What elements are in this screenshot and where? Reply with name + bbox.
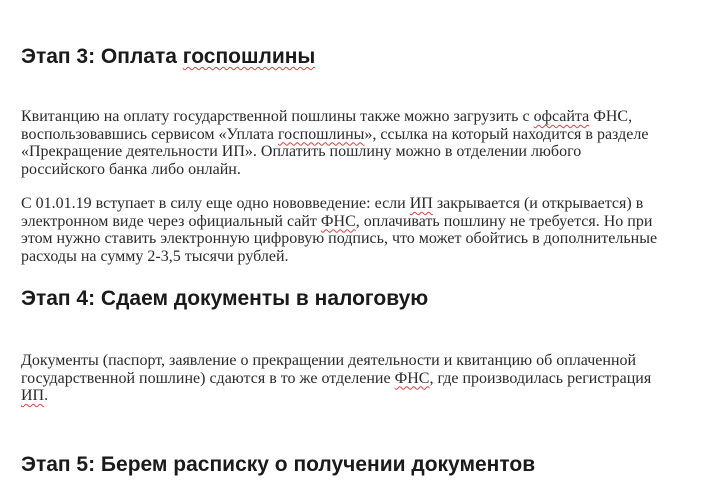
paragraph-line <box>21 161 648 179</box>
spellcheck-word: ИП <box>409 195 433 212</box>
spellcheck-word: госпошлины <box>277 125 365 143</box>
paragraph-line <box>21 108 648 126</box>
text-run: воспользовавшись сервисом «Уплата <box>21 125 278 143</box>
text-run: », ссылка на который находится в разделе <box>364 125 649 143</box>
section-4-heading: Этап 4: Сдаем документы в налоговую <box>21 287 429 310</box>
text-run: расходы на сумму 2-3,5 тысячи рублей. <box>21 247 289 265</box>
paragraph-line <box>21 370 651 388</box>
spellcheck-word: ФНС <box>394 369 430 387</box>
text-run: . <box>44 387 49 404</box>
section-3-heading-word: госпошлины <box>182 45 316 68</box>
text-run: Квитанцию на оплату государственной пошлины также можно загрузить с <box>21 108 534 125</box>
section-4-paragraph-1 <box>21 352 651 405</box>
paragraph-line <box>21 352 651 370</box>
paragraph-line <box>21 248 657 266</box>
paragraph-line <box>21 213 657 231</box>
text-run: государственной пошлине) сдаются в то же отделение <box>21 369 395 387</box>
text-run: , оплачивать пошлину не требуется. Но при <box>355 212 653 230</box>
paragraph-line <box>21 195 657 213</box>
paragraph-line <box>21 126 648 144</box>
section-3-paragraph-1 <box>21 108 648 178</box>
text-run: закрывается (и открывается) в <box>432 195 644 212</box>
paragraph-line <box>21 143 648 161</box>
text-run: этом нужно ставить электронную цифровую подпись, что может обойтись в дополнительные <box>21 230 658 247</box>
text-run: «Прекращение деятельности ИП». Оплатить пошлину можно в отделении любого <box>21 143 582 160</box>
text-run: С 01.01.19 вступает в силу еще одно нововведение: если <box>21 195 410 212</box>
paragraph-line <box>21 230 657 248</box>
text-run: Документы (паспорт, заявление о прекращении деятельности и квитанцию об оплаченной <box>21 352 637 369</box>
text-run: российского банка либо онлайн. <box>21 160 241 178</box>
spellcheck-word: ИП <box>21 387 45 404</box>
section-3-paragraph-2 <box>21 195 657 265</box>
text-run: ФНС, <box>589 108 633 125</box>
text-run: электронном виде через официальный сайт <box>21 212 321 230</box>
section-3-heading-prefix: Этап 3: Оплата <box>21 45 183 68</box>
section-5-heading: Этап 5: Берем расписку о получении документов <box>21 453 536 476</box>
spellcheck-word: ФНС <box>320 212 356 230</box>
section-3-heading <box>21 44 315 70</box>
paragraph-line <box>21 387 651 405</box>
spellcheck-word: офсайта <box>533 108 590 125</box>
text-run: , где производилась регистрация <box>429 369 652 387</box>
